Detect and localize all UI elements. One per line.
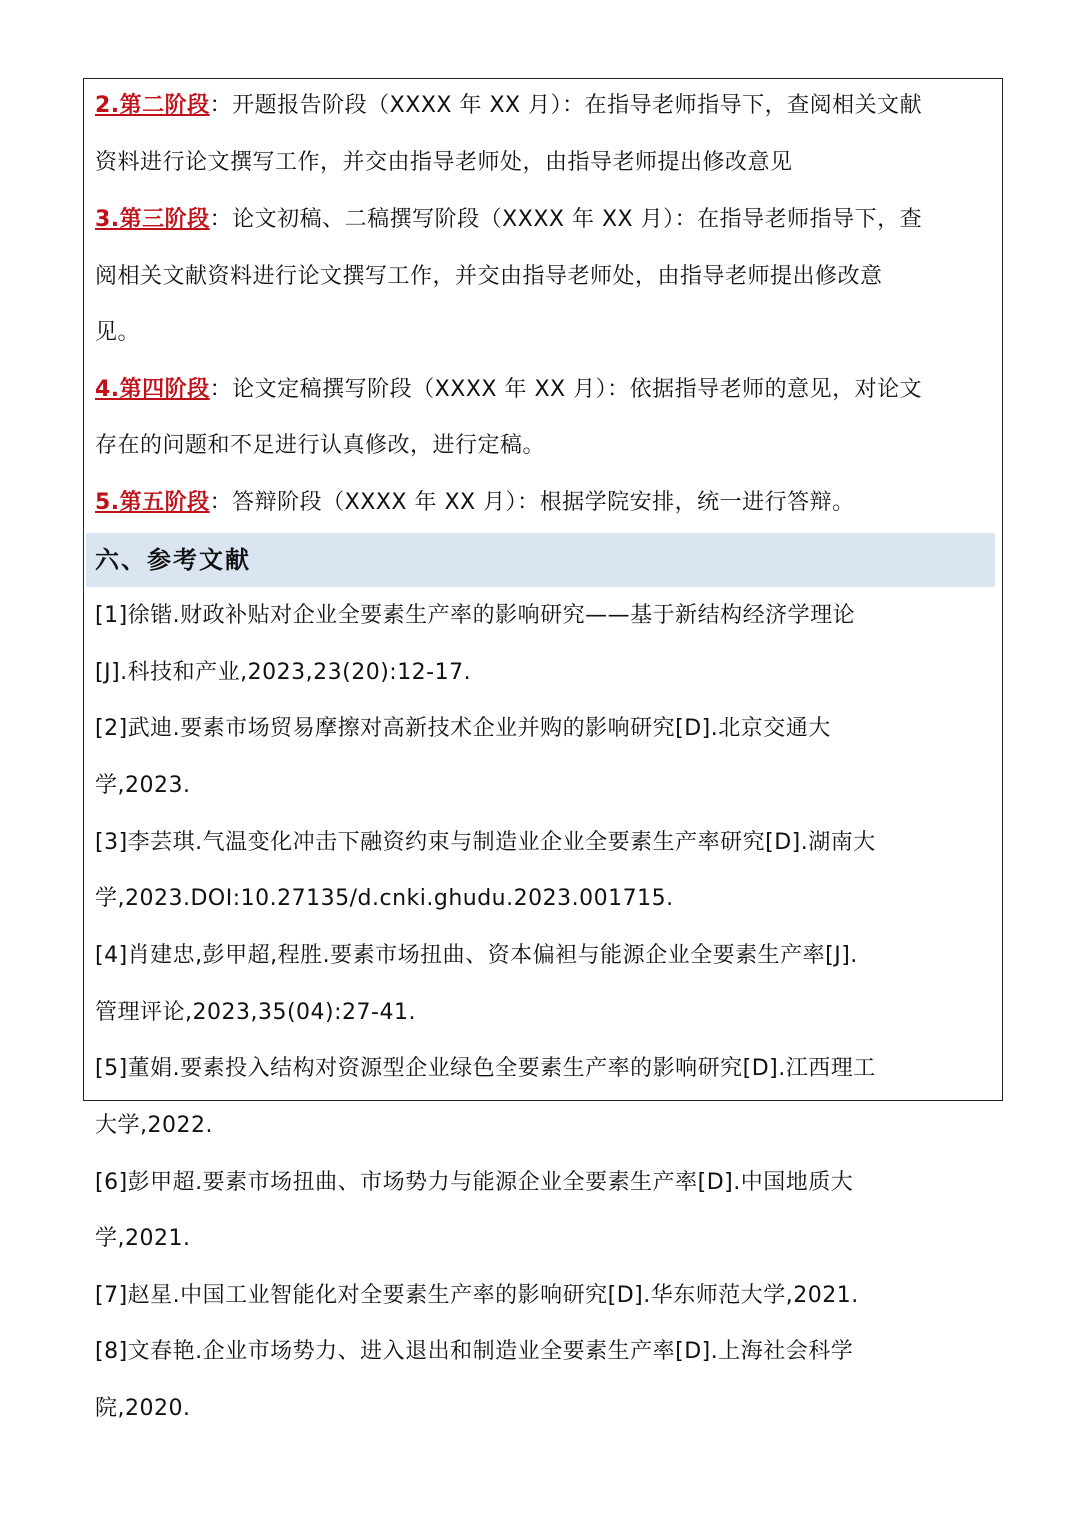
reference-8-line-2: 院,2020. [95,1396,191,1421]
reference-2-line-2: 学,2023. [95,773,191,798]
stage-3-line-1: 3.第三阶段：论文初稿、二稿撰写阶段（XXXX 年 XX 月）：在指导老师指导下，查 [95,207,923,232]
reference-5-line-1: [5]董娟.要素投入结构对资源型企业绿色全要素生产率的影响研究[D].江西理工 [95,1056,876,1081]
reference-6-line-1: [6]彭甲超.要素市场扭曲、市场势力与能源企业全要素生产率[D].中国地质大 [95,1170,854,1195]
stage-3-label: 3.第三阶段 [95,207,210,232]
stage-5-label: 5.第五阶段 [95,490,210,515]
reference-1-line-2: [J].科技和产业,2023,23(20):12-17. [95,660,472,685]
stage-2-line-2: 资料进行论文撰写工作，并交由指导老师处，由指导老师提出修改意见 [95,150,793,175]
reference-3-line-1: [3]李芸琪.气温变化冲击下融资约束与制造业企业全要素生产率研究[D].湖南大 [95,830,876,855]
stage-4-line-2: 存在的问题和不足进行认真修改，进行定稿。 [95,433,546,458]
section-title: 六、参考文献 [95,546,251,574]
stage-3-line-2: 阅相关文献资料进行论文撰写工作，并交由指导老师处，由指导老师提出修改意 [95,264,883,289]
reference-1-line-1: [1]徐锴.财政补贴对企业全要素生产率的影响研究——基于新结构经济学理论 [95,603,856,628]
reference-6-line-2: 学,2021. [95,1226,191,1251]
stage-4-label: 4.第四阶段 [95,377,210,402]
reference-3-line-2: 学,2023.DOI:10.27135/d.cnki.ghudu.2023.001715. [95,886,674,911]
reference-4-line-1: [4]肖建忠,彭甲超,程胜.要素市场扭曲、资本偏袒与能源企业全要素生产率[J]. [95,943,858,968]
stage-5-line-1: 5.第五阶段：答辩阶段（XXXX 年 XX 月）：根据学院安排，统一进行答辩。 [95,490,855,515]
stage-2-line-1: 2.第二阶段：开题报告阶段（XXXX 年 XX 月）：在指导老师指导下，查阅相关文献 [95,93,923,118]
reference-8-line-1: [8]文春艳.企业市场势力、进入退出和制造业全要素生产率[D].上海社会科学 [95,1339,854,1364]
reference-7-line-1: [7]赵星.中国工业智能化对全要素生产率的影响研究[D].华东师范大学,2021. [95,1283,859,1308]
reference-4-line-2: 管理评论,2023,35(04):27-41. [95,1000,416,1025]
stage-2-label: 2.第二阶段 [95,93,210,118]
reference-5-line-2: 大学,2022. [95,1113,213,1138]
stage-4-line-1: 4.第四阶段：论文定稿撰写阶段（XXXX 年 XX 月）：依据指导老师的意见，对论文 [95,377,923,402]
reference-2-line-1: [2]武迪.要素市场贸易摩擦对高新技术企业并购的影响研究[D].北京交通大 [95,716,831,741]
stage-3-line-3: 见。 [95,320,141,345]
